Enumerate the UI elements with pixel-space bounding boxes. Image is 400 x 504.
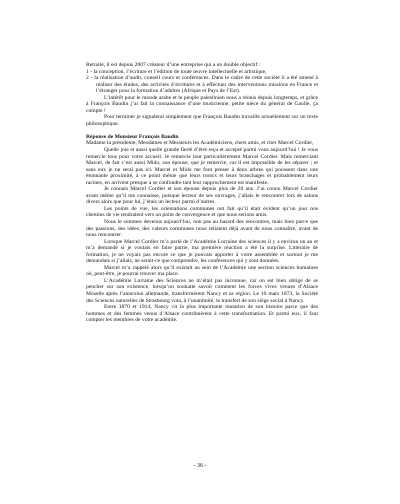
response-paragraph-6: Marcel m’a rappelé alors qu’il existait au sein de l’Académie une section sciences humaines où, peut-être, je pourrai trouver ma place. [86, 264, 318, 278]
response-paragraph-2: Je connais Marcel Cordier et son épouse depuis plus de 20 ans. J’ai connu Marcel Cordier avant même qu’il me connaisse, puisque lecteur de ses ouvrages, j’allais le rencontrer lors de salons divers alors que pour lui, j’étais un lecteur parmi d’autres. [86, 186, 318, 206]
list-item-2: 2 - la réalisation d’audit, conseil cours et conférences. Dans le cadre de cette société il a été amené à réaliser des études, des activités d’écritures et à effectuer des interventions missions en France et l’étranger pour la formation d’adultes (Afrique et Pays de l’Est). [86, 75, 318, 95]
response-paragraph-3: Les points de vue, les orientations communes ont fait qu’il était évident qu’un jour nos chemins de vie tendraient vers un point de convergence et que nous serions amis. [86, 205, 318, 219]
response-paragraph-5: Lorsque Marcel Cordier m’a parlé de l’Académie Lorraine des sciences il y a environ un an et m’a demandé si je voulais en faire partie, ma première réaction a été la surprise. Littéraire de formation, je ne voyais pas encore ce que je pouvais apporter à votre assemblée et surtout je me demandais si j’allais, ne serait-ce que comprendre, les conférences qui y sont données. [86, 238, 318, 265]
document-page [86, 62, 318, 324]
list-item-1: 1 - la conception, l’écriture et l’édition de toute œuvre intellectuelle et artistique, [86, 68, 267, 75]
response-paragraph-8: Entre 1870 et 1914, Nancy vit la plus importante mutation de son histoire parce que des hommes et des femmes venus d’Alsace contribuèrent à cette transformation. Et parmi eux, il faut compter les membres de votre académie. [86, 304, 318, 324]
response-title: Réponse de Monsieur François Baudin [86, 133, 179, 140]
response-paragraph-1: Quelle joie et aussi quelle grande fierté d’être reçu et accepté parmi vous aujourd’hui ! Je vous remercie tous pour votre accueil. Je remercie tout particulièrement Marcel Cordier. Mais remerciant Marcel, de fait c’est aussi Mido, son épouse, que je remercie, car il est impossible de les séparer ; et sans eux je ne serai pas ici. Marcel et Mido me font penser à deux arbres qui poussent dans une étonnante proximité, à ce point même que leurs troncs et leurs branchages et probablement leurs racines, en arrivent presque à se confondre tant leur rapprochement est manifeste. [86, 146, 318, 186]
response-paragraph-4: Nous le sommes devenus aujourd’hui, non pas au hasard des rencontres, mais bien parce que des passions, des idées, des valeurs communes nous reliaient déjà avant de nous connaître, avant de nous rencontrer. [86, 218, 318, 239]
response-address: Madame la présidente, Mesdames et Messieurs les Académiciens, chers amis, et cher Marcel Cordier, [86, 140, 314, 147]
intro-line: Retraité, il est depuis 2007 créateur d’une entreprise qui a un double objectif : [86, 62, 261, 68]
response-paragraph-7: L’Académie Lorraine des Sciences ne m’était pas inconnue, car on est bien obligé de se pencher sur son existence, lorsqu’on souhaite savoir comment les forces vives venues d’Alsace Moselle après l’annexion allemande, transformèrent Nancy et sa région. Le 10 mars 1873, la Société des Sciences naturelles de Strasbourg vota, à l’unanimité, le transfert de son siège social à Nancy. [86, 277, 318, 304]
page-number: - 36 - [193, 463, 207, 469]
intro-paragraph-1: L’intérêt pour le monde arabe et le peuple palestinien nous a réunis depuis longtemps, et grâce à François Baudin j’ai fait la connaissance d’une musicienne, petite nièce du général de Gaulle, ça compte ! [86, 94, 318, 114]
intro-paragraph-2: Pour terminer je signalerai simplement que François Baudin travaille actuellement sur un texte philosophique. [86, 114, 318, 127]
